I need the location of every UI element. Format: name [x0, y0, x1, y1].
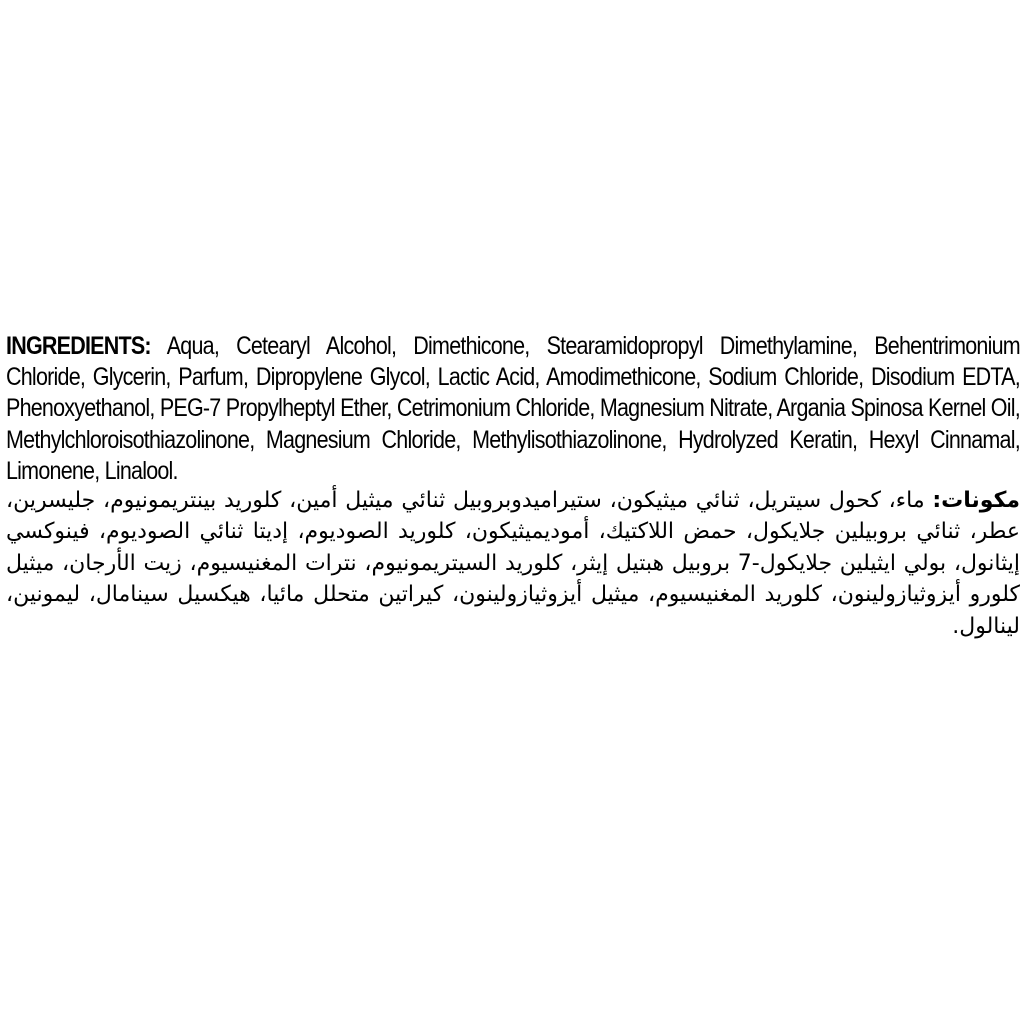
ingredients-heading-arabic: مكونات:	[932, 488, 1020, 514]
ingredients-label	[6, 331, 1020, 642]
ingredients-list-arabic: ماء، كحول سيتريل، ثنائي ميثيكون، ستيراميدوبروبيل ثنائي ميثيل أمين، كلوريد بينتريمونيوم، جليسرين، عطر، ثنائي بروبيلين جلايكول، حمض اللاكتيك، أموديميثيكون، كلوريد الصوديوم، إديتا ثنائي الصوديوم، فينوكسي إيثانول، بولي ايثيلين جلايكول-7 بروبيل هبتيل إيثر، كلوريد السيتريمونيوم، نترات المغنيسيوم، زيت الأرجان، ميثيل كلورو أيزوثيازولينون، كلوريد المغنيسيوم، ميثيل أيزوثيازولينون، كيراتين متحلل مائيا، هيكسيل سينامال، ليمونين، لينالول.	[6, 488, 1020, 639]
ingredients-heading-english: INGREDIENTS:	[6, 332, 151, 360]
ingredients-list-english: Aqua, Cetearyl Alcohol, Dimethicone, Stearamidopropyl Dimethylamine, Behentrimonium Chloride, Glycerin, Parfum, Dipropylene Glycol, Lactic Acid, Amodimethicone, Sodium Chloride, Disodium EDTA, Phenoxyethanol, PEG-7 Propylheptyl Ether, Cetrimonium Chloride, Magnesium Nitrate, Argania Spinosa Kernel Oil, Methylchloroisothiazolinone, Magnesium Chloride, Methylisothiazolinone, Hydrolyzed Keratin, Hexyl Cinnamal, Limonene, Linalool.	[6, 332, 1020, 485]
ingredients-arabic	[6, 485, 1020, 642]
ingredients-english	[6, 331, 1020, 487]
